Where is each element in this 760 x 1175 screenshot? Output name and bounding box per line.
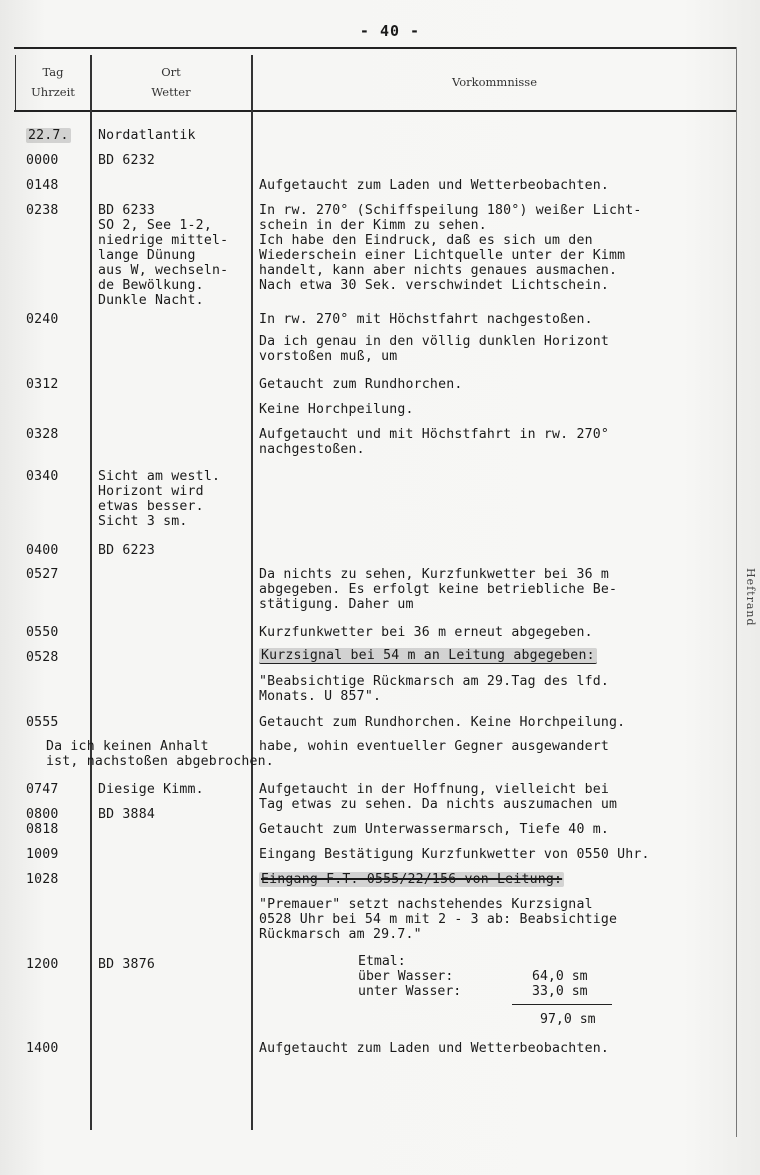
event-text: habe, wohin eventueller Gegner ausgewandert	[259, 739, 610, 754]
header-bottom-rule	[14, 110, 736, 112]
event-text: nachgestoßen.	[259, 442, 365, 457]
event-text: In rw. 270° (Schiffspeilung 180°) weißer Licht-	[259, 203, 642, 218]
ort-entry: aus W, wechseln-	[98, 263, 229, 278]
page-number: - 40 -	[359, 22, 421, 40]
time-entry: 0148	[26, 178, 59, 193]
event-text: vorstoßen muß, um	[259, 349, 398, 364]
time-entry: 1028	[26, 872, 59, 887]
header-uhrzeit: Uhrzeit	[31, 85, 75, 99]
ort-entry: BD 3876	[98, 957, 155, 972]
column-divider-1	[90, 55, 92, 1130]
event-text: Monats. U 857".	[259, 689, 382, 704]
event-text: "Beabsichtige Rückmarsch am 29.Tag des lfd.	[259, 674, 610, 689]
ort-entry: de Bewölkung.	[98, 278, 204, 293]
event-text: Wiederschein einer Lichtquelle unter der Kimm	[259, 248, 626, 263]
time-entry: 0400	[26, 543, 59, 558]
time-entry: 0528	[26, 650, 59, 665]
ort-entry: BD 6232	[98, 153, 155, 168]
etmal-total: 97,0 sm	[540, 1012, 596, 1027]
event-text: Tag etwas zu sehen. Da nichts auszumachen um	[259, 797, 618, 812]
ort-entry: etwas besser.	[98, 499, 204, 514]
time-entry: 1009	[26, 847, 59, 862]
event-text: Ich habe den Eindruck, daß es sich um den	[259, 233, 593, 248]
header-tag-uhrzeit	[16, 62, 90, 102]
time-entry: 0312	[26, 377, 59, 392]
event-text: Getaucht zum Rundhorchen.	[259, 377, 463, 392]
header-ort: Ort	[161, 65, 181, 79]
event-text: Rückmarsch am 29.7."	[259, 927, 422, 942]
column-divider-2	[251, 55, 253, 1130]
date-entry: 22.7.	[28, 128, 69, 143]
time-entry: 0527	[26, 567, 59, 582]
time-entry: 0328	[26, 427, 59, 442]
event-text: handelt, kann aber nichts genaues ausmachen.	[259, 263, 618, 278]
event-text: 0528 Uhr bei 54 m mit 2 - 3 ab: Beabsichtige	[259, 912, 618, 927]
header-vorkommnisse: Vorkommnisse	[451, 75, 538, 89]
header-tag: Tag	[42, 65, 64, 79]
event-text: Nach etwa 30 Sek. verschwindet Lichtschein.	[259, 278, 610, 293]
ort-entry: Diesige Kimm.	[98, 782, 204, 797]
ort-entry: lange Dünung	[98, 248, 196, 263]
event-text: Aufgetaucht in der Hoffnung, vielleicht bei	[259, 782, 610, 797]
time-entry: 0238	[26, 203, 59, 218]
etmal-label: Etmal:	[358, 954, 406, 969]
event-text: Keine Horchpeilung.	[259, 402, 414, 417]
time-entry: 0800	[26, 807, 59, 822]
event-text: Getaucht zum Unterwassermarsch, Tiefe 40 m.	[259, 822, 610, 837]
etmal-unter-label: unter Wasser:	[358, 984, 462, 999]
time-entry: 0747	[26, 782, 59, 797]
event-text: abgegeben. Es erfolgt keine betriebliche Be-	[259, 582, 618, 597]
time-entry: 1400	[26, 1041, 59, 1056]
ort-entry: BD 6223	[98, 543, 155, 558]
ort-entry: Horizont wird	[98, 484, 204, 499]
time-entry: 0340	[26, 469, 59, 484]
margin-note: Heftrand	[744, 568, 757, 627]
event-text: Da nichts zu sehen, Kurzfunkwetter bei 36 m	[259, 567, 610, 582]
event-text: Getaucht zum Rundhorchen. Keine Horchpeilung.	[259, 715, 626, 730]
etmal-ueber-label: über Wasser:	[358, 969, 454, 984]
event-text: stätigung. Daher um	[259, 597, 414, 612]
etmal-unter-value: 33,0 sm	[532, 984, 588, 999]
header-top-rule	[14, 47, 736, 49]
header-ort-wetter	[92, 62, 250, 102]
ort-entry: BD 6233	[98, 203, 155, 218]
event-text: Da ich genau in den völlig dunklen Horizont	[259, 334, 610, 349]
event-text: "Premauer" setzt nachstehendes Kurzsignal	[259, 897, 593, 912]
ort-entry: niedrige mittel-	[98, 233, 229, 248]
event-text: ist, nachstoßen abgebrochen.	[46, 754, 274, 769]
ort-entry: Sicht am westl.	[98, 469, 221, 484]
event-text: Da ich keinen Anhalt	[46, 739, 209, 754]
time-entry: 0555	[26, 715, 59, 730]
time-entry: 0240	[26, 312, 59, 327]
event-text: Aufgetaucht zum Laden und Wetterbeobachten.	[259, 178, 610, 193]
etmal-sum-rule	[512, 1004, 612, 1005]
right-border	[736, 47, 737, 1137]
ort-entry: Sicht 3 sm.	[98, 514, 188, 529]
event-text: Eingang Bestätigung Kurzfunkwetter von 0550 Uhr.	[259, 847, 650, 862]
event-text: Kurzsignal bei 54 m an Leitung abgegeben:	[261, 648, 595, 663]
time-entry: 0550	[26, 625, 59, 640]
etmal-ueber-value: 64,0 sm	[532, 969, 588, 984]
event-text: schein in der Kimm zu sehen.	[259, 218, 487, 233]
event-text: Eingang F.T. 0555/22/156 von Leitung:	[261, 872, 563, 887]
event-text: Aufgetaucht zum Laden und Wetterbeobachten.	[259, 1041, 610, 1056]
ort-entry: BD 3884	[98, 807, 155, 822]
event-text: Aufgetaucht und mit Höchstfahrt in rw. 270°	[259, 427, 610, 442]
time-entry: 1200	[26, 957, 59, 972]
event-text: In rw. 270° mit Höchstfahrt nachgestoßen.	[259, 312, 593, 327]
ort-entry: SO 2, See 1-2,	[98, 218, 212, 233]
time-entry: 0000	[26, 153, 59, 168]
ort-entry: Dunkle Nacht.	[98, 293, 204, 308]
ort-entry: Nordatlantik	[98, 128, 196, 143]
time-entry: 0818	[26, 822, 59, 837]
header-wetter: Wetter	[151, 85, 191, 99]
event-text: Kurzfunkwetter bei 36 m erneut abgegeben.	[259, 625, 593, 640]
